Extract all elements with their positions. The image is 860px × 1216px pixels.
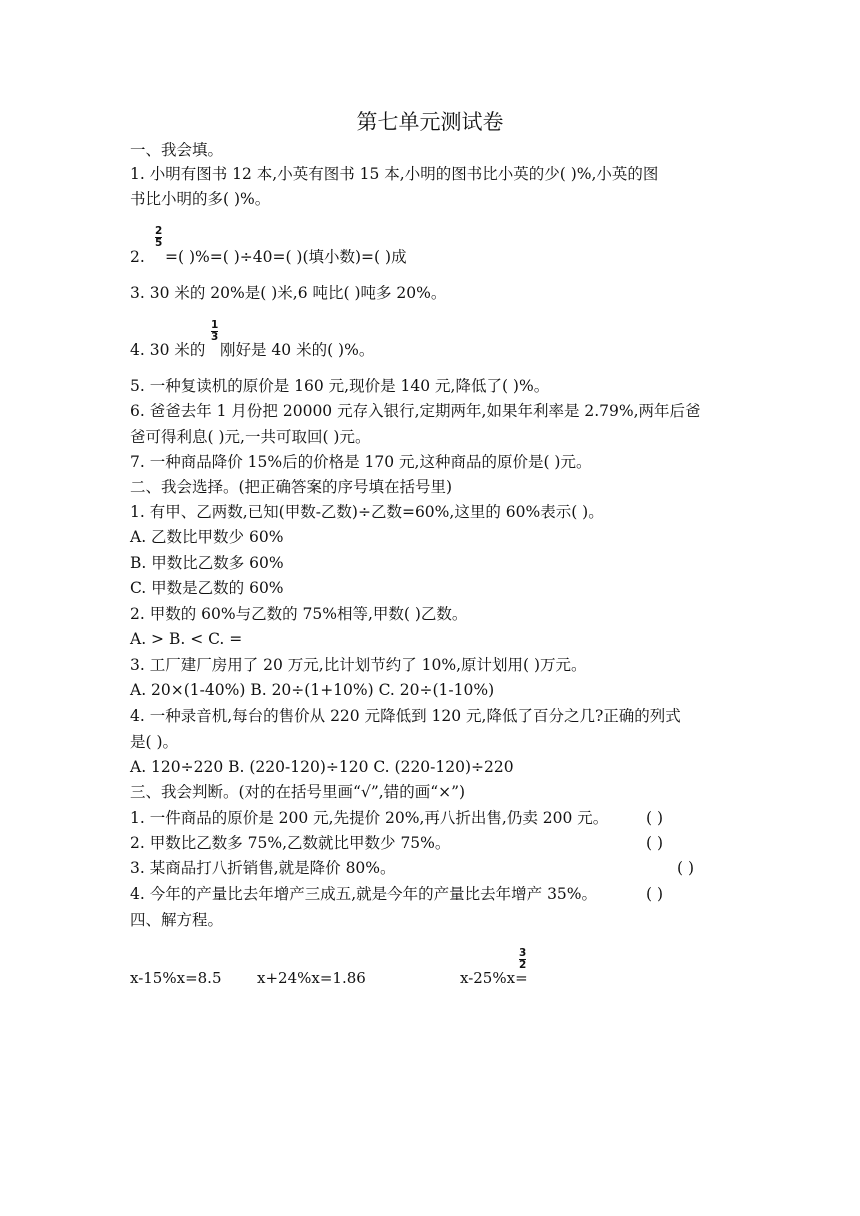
choose-question-4-line-2: 是( )。 [130, 733, 179, 751]
choose-question-3-options: A. 20×(1-40%) B. 20÷(1+10%) C. 20÷(1-10%) [130, 681, 495, 699]
judge-answer-blank-1: ( ) [646, 809, 664, 827]
equation-1: x-15%x=8.5 [130, 969, 222, 987]
choose-question-4-line-1: 4. 一种录音机,每台的售价从 220 元降低到 120 元,降低了百分之几?正确的列式 [130, 707, 681, 725]
section-heading-fill: 一、我会填。 [130, 141, 224, 159]
fill-question-7: 7. 一种商品降价 15%后的价格是 170 元,这种商品的原价是( )元。 [130, 453, 592, 471]
choose-question-1-option-c: C. 甲数是乙数的 60% [130, 579, 284, 597]
fill-question-4-prefix: 4. 30 米的 [130, 341, 206, 359]
judge-answer-blank-4: ( ) [646, 885, 664, 903]
fraction-numerator: 1 [211, 319, 219, 331]
fill-question-1-line-1: 1. 小明有图书 12 本,小英有图书 15 本,小明的图书比小英的少( )%,小英的图 [130, 165, 659, 183]
fraction-denominator: 2 [519, 959, 527, 971]
fraction-two-fifths [155, 226, 162, 249]
equation-3: x-25%x= [460, 969, 528, 987]
section-heading-choose: 二、我会选择。(把正确答案的序号填在括号里) [130, 478, 453, 496]
fraction-three-halves [519, 948, 526, 971]
choose-question-4-options: A. 120÷220 B. (220-120)÷120 C. (220-120)÷220 [130, 758, 514, 776]
judge-answer-blank-2: ( ) [646, 834, 664, 852]
fill-question-6-line-1: 6. 爸爸去年 1 月份把 20000 元存入银行,定期两年,如果年利率是 2.79%,两年后爸 [130, 402, 701, 420]
judge-question-2: 2. 甲数比乙数多 75%,乙数就比甲数少 75%。 [130, 834, 451, 852]
fraction-numerator: 3 [519, 947, 527, 959]
section-heading-judge: 三、我会判断。(对的在括号里画“√”,错的画“×”) [130, 783, 466, 801]
fill-question-4-text: 刚好是 40 米的( )%。 [220, 341, 375, 359]
fraction-one-third [211, 320, 218, 343]
fraction-denominator: 5 [155, 237, 163, 249]
section-heading-equations: 四、解方程。 [130, 911, 224, 929]
choose-question-1-option-b: B. 甲数比乙数多 60% [130, 554, 284, 572]
judge-question-3: 3. 某商品打八折销售,就是降价 80%。 [130, 859, 396, 877]
fill-question-6-line-2: 爸可得利息( )元,一共可取回( )元。 [130, 428, 371, 446]
choose-question-1-option-a: A. 乙数比甲数少 60% [130, 528, 284, 546]
equation-2: x+24%x=1.86 [257, 969, 366, 987]
fill-question-2-text: =( )%=( )÷40=( )(填小数)=( )成 [165, 248, 407, 266]
fill-question-5: 5. 一种复读机的原价是 160 元,现价是 140 元,降低了( )%。 [130, 377, 550, 395]
fraction-numerator: 2 [155, 225, 163, 237]
fill-question-1-line-2: 书比小明的多( )%。 [130, 190, 271, 208]
judge-question-1: 1. 一件商品的原价是 200 元,先提价 20%,再八折出售,仍卖 200 元。 [130, 809, 609, 827]
choose-question-3: 3. 工厂建厂房用了 20 万元,比计划节约了 10%,原计划用( )万元。 [130, 656, 587, 674]
choose-question-2-options: A. > B. < C. = [130, 630, 243, 648]
choose-question-1: 1. 有甲、乙两数,已知(甲数-乙数)÷乙数=60%,这里的 60%表示( )。 [130, 503, 604, 521]
fraction-denominator: 3 [211, 331, 219, 343]
judge-answer-blank-3: ( ) [677, 859, 695, 877]
choose-question-2: 2. 甲数的 60%与乙数的 75%相等,甲数( )乙数。 [130, 605, 468, 623]
fill-question-3: 3. 30 米的 20%是( )米,6 吨比( )吨多 20%。 [130, 284, 447, 302]
judge-question-4: 4. 今年的产量比去年增产三成五,就是今年的产量比去年增产 35%。 [130, 885, 598, 903]
fill-question-2-number: 2. [130, 248, 145, 266]
page-title: 第七单元测试卷 [356, 110, 504, 134]
